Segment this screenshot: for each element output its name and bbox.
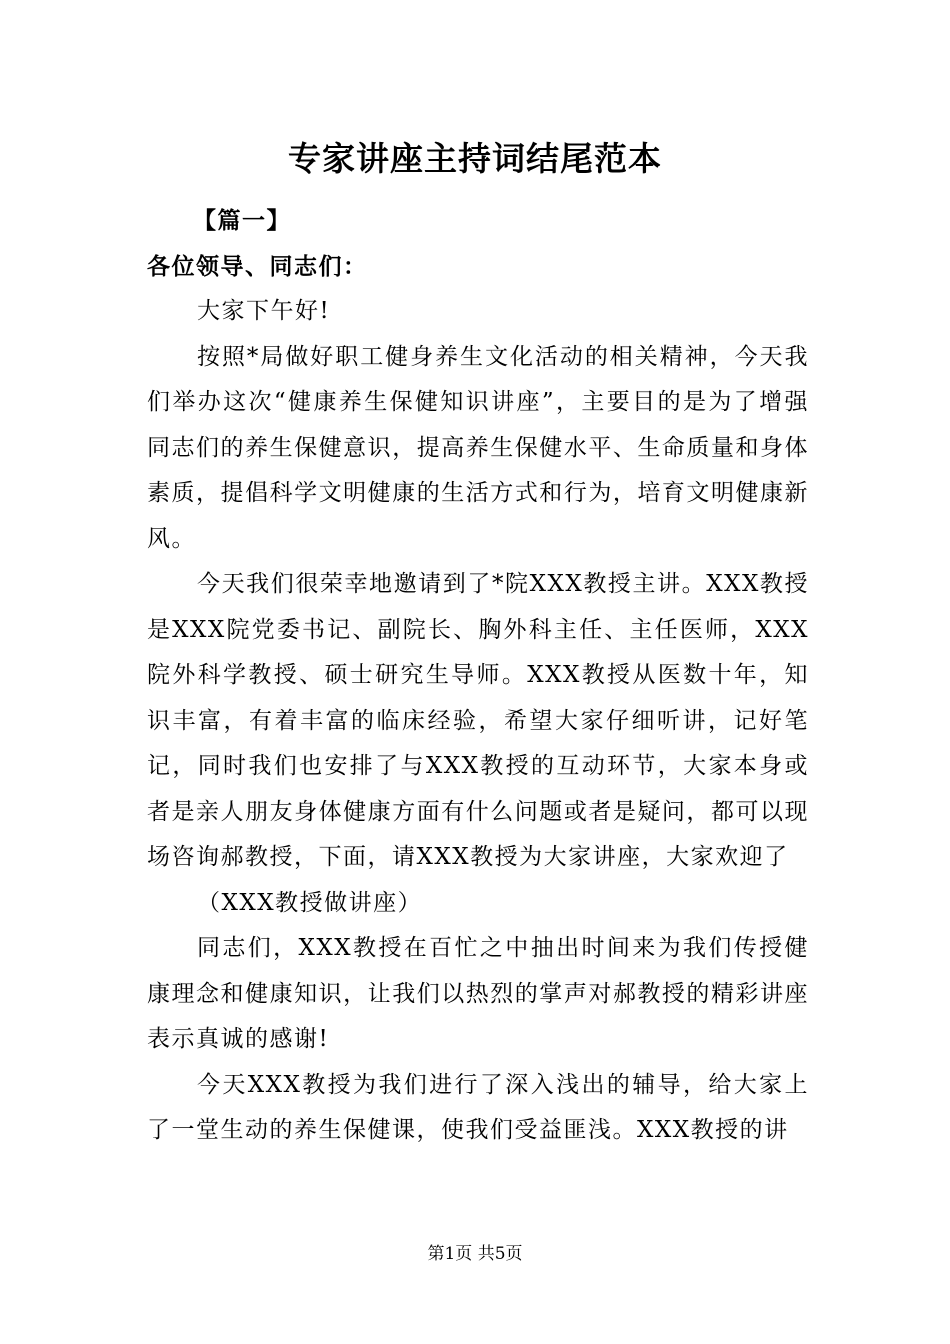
paragraph-purpose: 按照*局做好职工健身养生文化活动的相关精神，今天我们举办这次“健康养生保健知识讲座”，主要目的是为了增强同志们的养生保健意识，提高养生保健水平、生命质量和身体素质，提倡科学文明健康的生活方式和行为，培育文明健康新风。: [147, 343, 809, 552]
paragraph-lecture-note: （XXX教授做讲座）: [197, 889, 423, 916]
paragraph-thanks: 同志们，XXX教授在百忙之中抽出时间来为我们传授健康理念和健康知识，让我们以热烈的掌声对郝教授的精彩讲座表示真诚的感谢!: [147, 935, 809, 1052]
section-label: 【篇一】: [193, 207, 291, 234]
paragraph-greeting: 大家下午好!: [197, 298, 331, 324]
document-body: [147, 198, 809, 1154]
document-title: 专家讲座主持词结尾范本: [288, 139, 662, 178]
paragraph-summary: 今天XXX教授为我们进行了深入浅出的辅导，给大家上了一堂生动的养生保健课，使我们受益匪浅。XXX教授的讲: [147, 1071, 809, 1143]
salutation: 各位领导、同志们：: [147, 252, 368, 280]
paragraph-speaker-intro: 今天我们很荣幸地邀请到了*院XXX教授主讲。XXX教授是XXX院党委书记、副院长、胸外科主任、主任医师，XXX院外科学教授、硕士研究生导师。XXX教授从医数十年，知识丰富，有着丰富的临床经验，希望大家仔细听讲，记好笔记，同时我们也安排了与XXX教授的互动环节，大家本身或者是亲人朋友身体健康方面有什么问题或者是疑问，都可以现场咨询郝教授，下面，请XXX教授为大家讲座，大家欢迎了: [147, 571, 809, 870]
page-number-footer: 第1页 共5页: [427, 1244, 523, 1264]
